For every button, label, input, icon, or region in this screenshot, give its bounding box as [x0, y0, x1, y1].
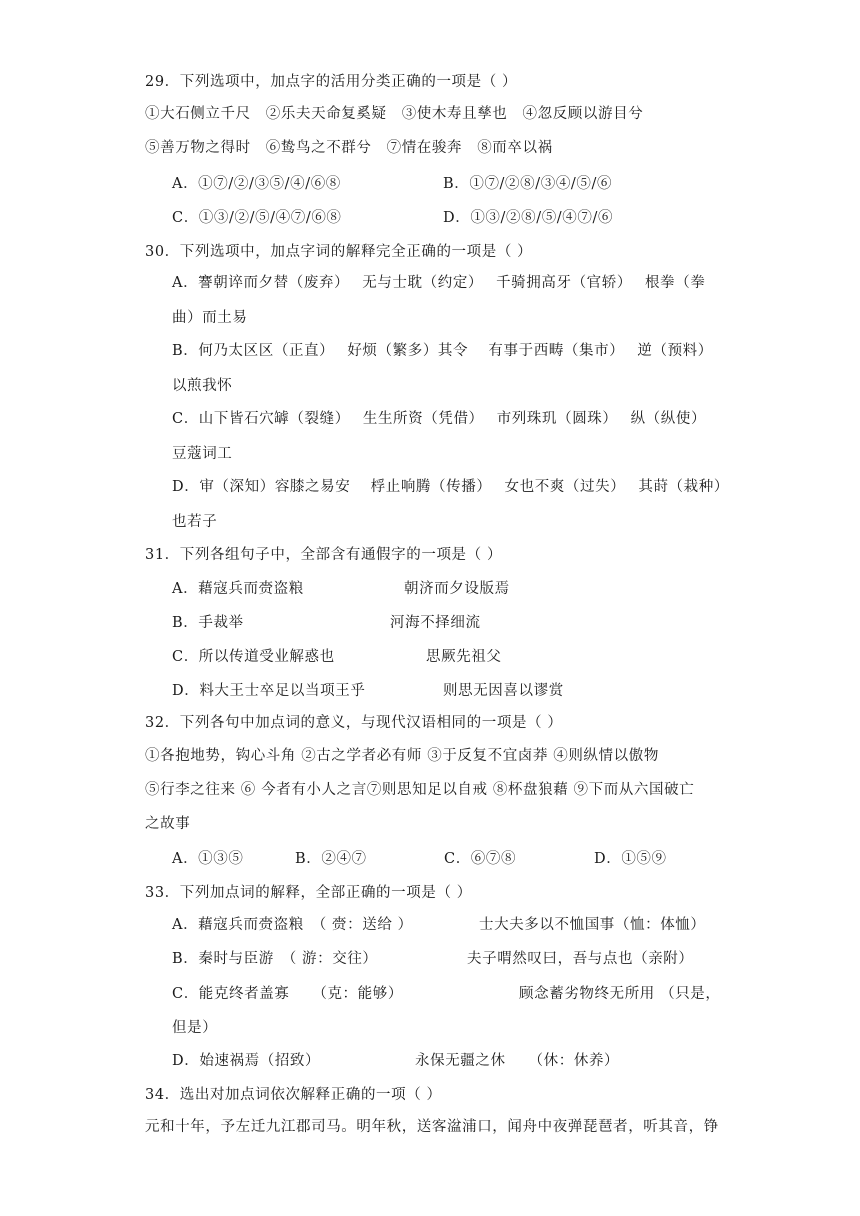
q32-items-line-1: ①各抱地势，钩心斗角 ②古之学者必有师 ③于反复不宜卤莽 ④则纵情以傲物 — [145, 748, 659, 764]
q31-stem: 31．下列各组句子中，全部含有通假字的一项是（ ） — [145, 547, 503, 563]
q32-items-line-2: ⑤行李之往来 ⑥ 今者有小人之言⑦则思知足以自戒 ⑧杯盘狼藉 ⑨下而从六国破亡 — [145, 782, 695, 798]
q33-option-c: C．能克终者盖寡 （克：能够） — [172, 986, 403, 1002]
q30-option-d: D．审（深知）容膝之易安 桴止响腾（传播） 女也不爽（过失） 其莳（栽种） — [172, 479, 729, 495]
q32-option-b — [295, 849, 367, 869]
q30-option-c-cont: 豆蔻词工 — [172, 446, 233, 462]
q34-passage: 元和十年，予左迁九江郡司马。明年秋，送客湓浦口，闻舟中夜弹琵琶者，听其音，铮 — [145, 1119, 719, 1135]
q32-option-c — [444, 849, 516, 869]
q33-option-d: D．始速祸焉（招致） — [172, 1053, 321, 1069]
q33-option-a-second: 士大夫多以不恤国事（恤：体恤） — [479, 917, 706, 933]
option-text: ①③/②/⑤/④⑦/⑥⑧ — [198, 210, 342, 226]
option-text: ①⑦/②/③⑤/④/⑥⑧ — [198, 176, 341, 192]
option-text: ①⑤⑨ — [621, 851, 667, 867]
option-text: ②④⑦ — [321, 851, 367, 867]
q30-option-d-cont: 也若子 — [172, 514, 218, 530]
q31-option-c-second: 思厥先祖父 — [426, 649, 502, 665]
option-letter: C． — [444, 851, 471, 867]
q30-stem: 30．下列选项中，加点字词的解释完全正确的一项是（ ） — [145, 244, 533, 260]
option-text: ⑥⑦⑧ — [470, 851, 517, 867]
option-text: ①③⑤ — [198, 851, 244, 867]
q33-option-b: B．秦时与臣游 （ 游：交往） — [172, 951, 378, 967]
option-text: ①⑦/②⑧/③④/⑤/⑥ — [469, 176, 613, 192]
q32-option-a — [172, 849, 243, 869]
q34-stem: 34．选出对加点词依次解释正确的一项（ ） — [145, 1087, 442, 1103]
q33-option-c-cont: 但是） — [172, 1020, 218, 1036]
q31-option-b: B．手裁举 — [172, 615, 244, 631]
option-text: ①③/②⑧/⑤/④⑦/⑥ — [470, 210, 614, 226]
q29-stem: 29．下列选项中，加点字的活用分类正确的一项是（ ） — [145, 74, 518, 90]
q31-option-b-second: 河海不择细流 — [390, 615, 481, 631]
q31-option-a: A．藉寇兵而赍盗粮 — [172, 581, 304, 597]
q29-option-c — [172, 208, 342, 228]
option-letter: C． — [172, 210, 199, 226]
q29-items-line-2: ⑤善万物之得时 ⑥鸷鸟之不群兮 ⑦情在骏奔 ⑧而卒以祸 — [145, 140, 553, 156]
option-letter: B． — [295, 851, 322, 867]
q29-option-a — [172, 174, 341, 194]
q31-option-c: C．所以传道受业解惑也 — [172, 649, 335, 665]
q30-option-b: B．何乃太区区（正直） 好烦（繁多）其令 有事于西畴（集市） 逆（预料） — [172, 343, 713, 359]
q29-option-b — [443, 174, 612, 194]
option-letter: A． — [172, 176, 199, 192]
option-letter: D． — [594, 851, 622, 867]
q32-items-line-3: 之故事 — [145, 816, 191, 832]
q33-option-d-second: 永保无疆之休 （休：休养） — [415, 1053, 620, 1069]
q33-stem: 33．下列加点词的解释，全部正确的一项是（ ） — [145, 885, 472, 901]
q33-option-c-second: 顾念蓄劣物终无所用 （只是， — [519, 986, 721, 1002]
q32-option-d — [594, 849, 667, 869]
q33-option-a: A．藉寇兵而赍盗粮 （ 赍：送给 ） — [172, 917, 413, 933]
q29-option-d — [443, 208, 613, 228]
q30-option-a-cont: 曲）而土易 — [172, 310, 248, 326]
option-letter: D． — [443, 210, 471, 226]
q30-option-a: A．謇朝谇而夕替（废弃） 无与士耽（约定） 千骑拥高牙（官轿） 根拳（拳 — [172, 275, 706, 291]
option-letter: A． — [172, 851, 199, 867]
q29-items-line-1: ①大石侧立千尺 ②乐夫天命复奚疑 ③使木寿且孳也 ④忽反顾以游目兮 — [145, 106, 644, 122]
q32-stem: 32．下列各句中加点词的意义，与现代汉语相同的一项是（ ） — [145, 715, 563, 731]
q30-option-c: C．山下皆石穴罅（裂缝） 生生所资（凭借） 市列珠玑（圆珠） 纵（纵使） — [172, 411, 707, 427]
q31-option-a-second: 朝济而夕设版焉 — [404, 581, 510, 597]
q30-option-b-cont: 以煎我怀 — [172, 378, 233, 394]
option-letter: B． — [443, 176, 470, 192]
q31-option-d: D．料大王士卒足以当项王乎 — [172, 683, 366, 699]
q31-option-d-second: 则思无因喜以谬赏 — [443, 683, 564, 699]
q33-option-b-second: 夫子喟然叹曰，吾与点也（亲附） — [467, 951, 694, 967]
